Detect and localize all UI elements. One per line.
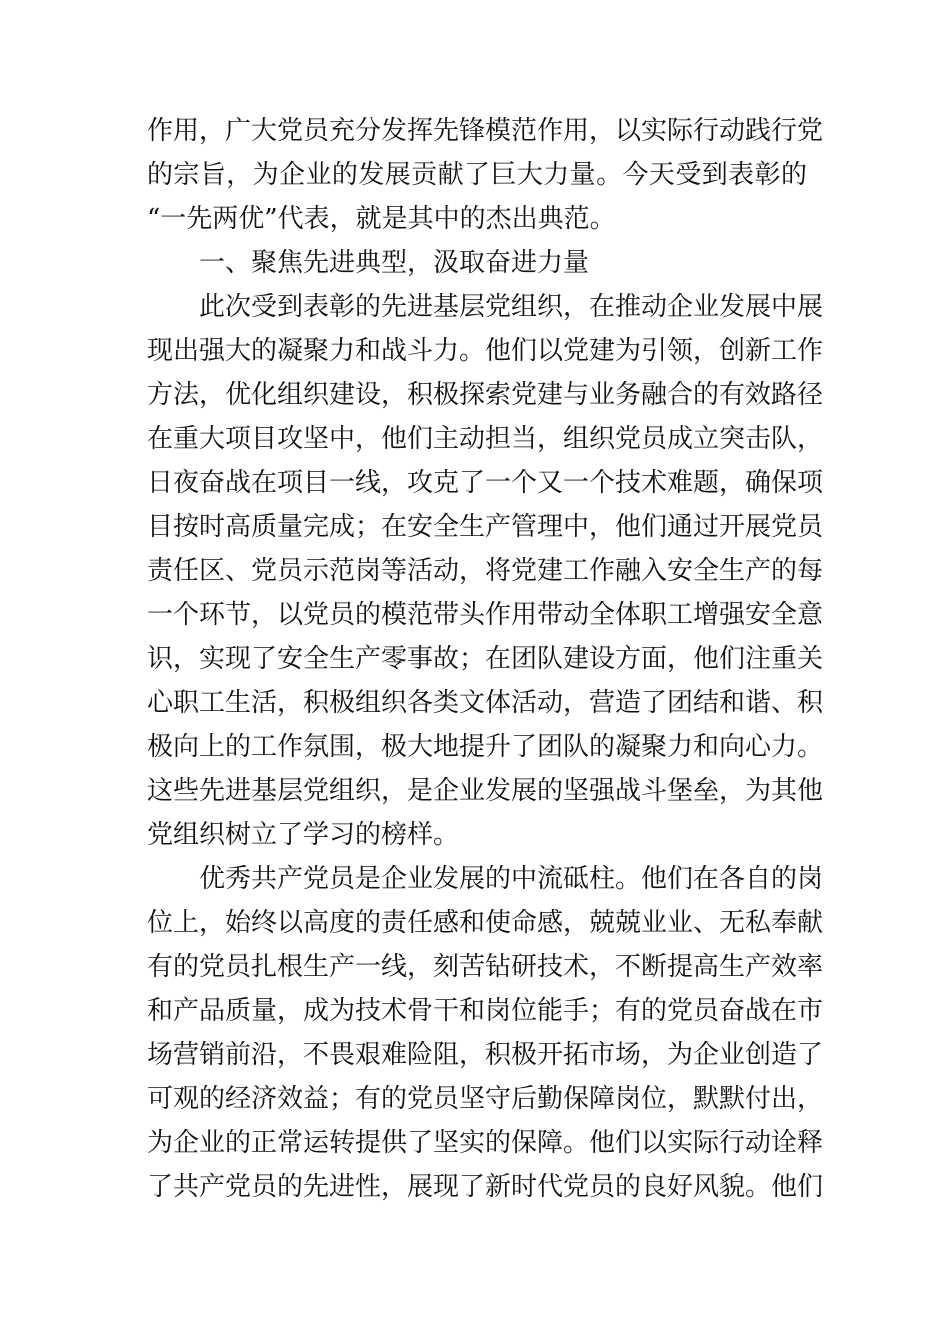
text-line: “一先两优”代表，就是其中的杰出典范。	[147, 204, 616, 234]
text-line: 心职工生活，积极组织各类文体活动，营造了团结和谐、积	[147, 688, 824, 718]
text-line: 责任区、党员示范岗等活动，将党建工作融入安全生产的每	[147, 556, 824, 586]
text-line: 可观的经济效益；有的党员坚守后勤保障岗位，默默付出，	[147, 1084, 824, 1114]
text-line: 优秀共产党员是企业发展的中流砥柱。他们在各自的岗	[199, 864, 824, 894]
text-line: 日夜奋战在项目一线，攻克了一个又一个技术难题，确保项	[147, 468, 824, 498]
text-line: 了共产党员的先进性，展现了新时代党员的良好风貌。他们	[147, 1172, 824, 1202]
text-line: 目按时高质量完成；在安全生产管理中，他们通过开展党员	[147, 512, 824, 542]
text-line: 现出强大的凝聚力和战斗力。他们以党建为引领，创新工作	[147, 336, 824, 366]
section-heading: 一、聚焦先进典型，汲取奋进力量	[199, 248, 590, 278]
text-line: 此次受到表彰的先进基层党组织，在推动企业发展中展	[199, 292, 824, 322]
text-line: 方法，优化组织建设，积极探索党建与业务融合的有效路径	[147, 380, 824, 410]
text-line: 和产品质量，成为技术骨干和岗位能手；有的党员奋战在市	[147, 996, 824, 1026]
text-line: 识，实现了安全生产零事故；在团队建设方面，他们注重关	[147, 644, 824, 674]
text-line: 的宗旨，为企业的发展贡献了巨大力量。今天受到表彰的	[147, 160, 807, 190]
text-line: 作用，广大党员充分发挥先锋模范作用，以实际行动践行党	[147, 116, 824, 146]
text-line: 在重大项目攻坚中，他们主动担当，组织党员成立突击队，	[147, 424, 824, 454]
text-line: 极向上的工作氛围，极大地提升了团队的凝聚力和向心力。	[147, 732, 824, 762]
text-line: 为企业的正常运转提供了坚实的保障。他们以实际行动诠释	[147, 1128, 824, 1158]
text-line: 场营销前沿，不畏艰难险阻，积极开拓市场，为企业创造了	[147, 1040, 824, 1070]
text-line: 党组织树立了学习的榜样。	[147, 820, 460, 850]
text-line: 位上，始终以高度的责任感和使命感，兢兢业业、无私奉献	[147, 908, 824, 938]
text-line: 一个环节，以党员的模范带头作用带动全体职工增强安全意	[147, 600, 824, 630]
text-line: 这些先进基层党组织，是企业发展的坚强战斗堡垒，为其他	[147, 776, 824, 806]
text-line: 有的党员扎根生产一线，刻苦钻研技术，不断提高生产效率	[147, 952, 824, 982]
